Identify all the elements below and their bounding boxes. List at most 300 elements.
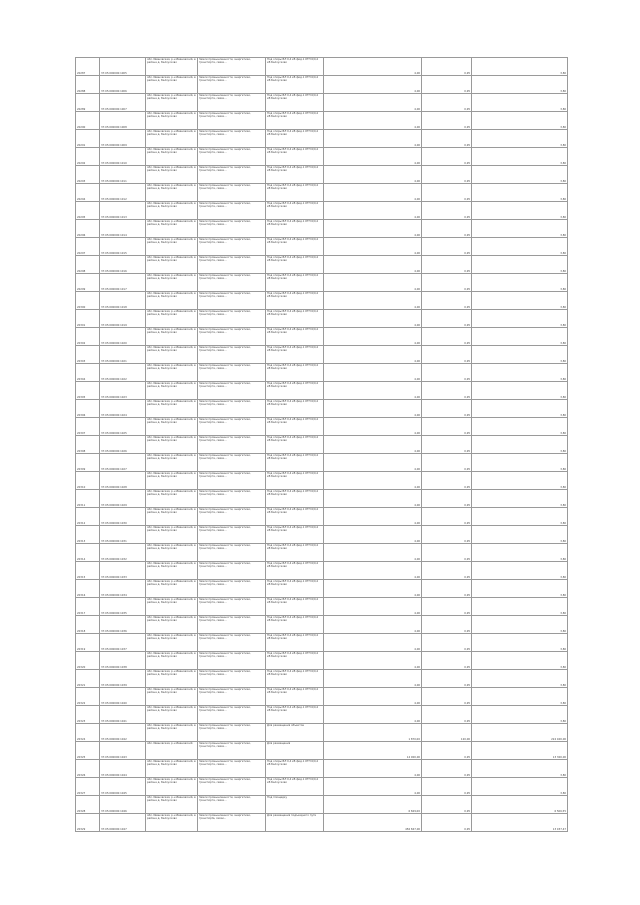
price-cell: 0,95 [422, 598, 472, 616]
area-cell: 4,00 [324, 562, 422, 580]
category-cell: Земли промышленности, энергетики, транспорта, связи... [198, 724, 266, 742]
price-cell: 0,95 [422, 364, 472, 382]
category-cell: Земли промышленности, энергетики, транспорта, связи... [198, 706, 266, 724]
cadastral-number: 37:05:000000:1042 [100, 724, 146, 742]
value-cell: 3,80 [472, 328, 568, 346]
table-row [76, 130, 568, 148]
location-cell: обл. Ивановская, р-н Ивановский, в районе д. Белоусково [146, 724, 198, 742]
use-cell: Под опоры ВЛ 0,4 кВ фид.1 КТП 6/0,4 кВ Белоусково [266, 580, 324, 598]
value-cell: 13 457,47 [472, 814, 568, 832]
row-number: 20300 [76, 292, 100, 310]
category-cell: Земли промышленности, энергетики, транспорта, связи... [198, 202, 266, 220]
area-cell: 4,00 [324, 112, 422, 130]
cadastral-number: 37:05:000000:1006 [100, 76, 146, 94]
table-row [76, 418, 568, 436]
category-cell: Земли промышленности, энергетики, транспорта, связи... [198, 76, 266, 94]
category-cell: Земли промышленности, энергетики, транспорта, связи... [198, 274, 266, 292]
location-cell: обл. Ивановская, р-н Ивановский, в районе д. Белоусково [146, 544, 198, 562]
category-cell: Земли промышленности, энергетики, транспорта, связи... [198, 256, 266, 274]
price-cell: 120,00 [422, 724, 472, 742]
table-row [76, 706, 568, 724]
category-cell: Земли промышленности, энергетики, транспорта, связи... [198, 760, 266, 778]
location-cell: обл. Ивановская, р-н Ивановский, в районе д. Белоусково [146, 598, 198, 616]
price-cell: 0,95 [422, 436, 472, 454]
value-cell: 3,80 [472, 364, 568, 382]
area-cell: 4,00 [324, 292, 422, 310]
price-cell: 0,95 [422, 166, 472, 184]
cadastral-number: 37:05:000000:1022 [100, 364, 146, 382]
cadastral-number: 37:05:000000:1009 [100, 130, 146, 148]
area-cell: 4,00 [324, 364, 422, 382]
category-cell: Земли промышленности, энергетики, транспорта, связи... [198, 112, 266, 130]
row-number: 20295 [76, 202, 100, 220]
table-row [76, 220, 568, 238]
area-cell: 4,00 [324, 454, 422, 472]
category-cell: Земли промышленности, энергетики, транспорта, связи... [198, 382, 266, 400]
table-row [76, 202, 568, 220]
table-row [76, 58, 568, 76]
price-cell: 0,95 [422, 652, 472, 670]
cadastral-number: 37:05:000000:1038 [100, 652, 146, 670]
location-cell: обл. Ивановская, р-н Ивановский, в районе д. Белоусково [146, 382, 198, 400]
cadastral-number: 37:05:000000:1047 [100, 814, 146, 832]
register-table [75, 57, 567, 832]
cadastral-number: 37:05:000000:1007 [100, 94, 146, 112]
use-cell: Под опоры ВЛ 0,4 кВ фид.1 КТП 6/0,4 кВ Белоусково [266, 130, 324, 148]
cadastral-number: 37:05:000000:1039 [100, 670, 146, 688]
cadastral-number: 37:05:000000:1024 [100, 400, 146, 418]
table-row [76, 580, 568, 598]
price-cell: 0,95 [422, 634, 472, 652]
price-cell: 0,95 [422, 130, 472, 148]
price-cell: 0,95 [422, 328, 472, 346]
row-number: 20302 [76, 328, 100, 346]
use-cell: Под опоры ВЛ 0,4 кВ фид.1 КТП 6/0,4 кВ Белоусково [266, 58, 324, 76]
location-cell: обл. Ивановская, р-н Ивановский [146, 742, 198, 760]
cadastral-number: 37:05:000000:1028 [100, 472, 146, 490]
row-number: 20289 [76, 94, 100, 112]
location-cell: обл. Ивановская, р-н Ивановский, в районе д. Белоусково [146, 670, 198, 688]
value-cell: 3,80 [472, 418, 568, 436]
area-cell: 4,00 [324, 94, 422, 112]
area-cell: 4,00 [324, 238, 422, 256]
table-row [76, 778, 568, 796]
row-number: 20323 [76, 706, 100, 724]
row-number: 20287 [76, 58, 100, 76]
location-cell: обл. Ивановская, р-н Ивановский, в районе д. Белоусково [146, 274, 198, 292]
location-cell: обл. Ивановская, р-н Ивановский, в районе д. Белоусково [146, 202, 198, 220]
row-number: 20328 [76, 796, 100, 814]
location-cell: обл. Ивановская, р-н Ивановский, в районе д. Белоусково [146, 796, 198, 814]
table-row [76, 346, 568, 364]
use-cell: Под опоры ВЛ 0,4 кВ фид.1 КТП 6/0,4 кВ Белоусково [266, 472, 324, 490]
price-cell: 0,95 [422, 742, 472, 760]
area-cell: 4,00 [324, 580, 422, 598]
category-cell: Земли промышленности, энергетики, транспорта, связи... [198, 508, 266, 526]
category-cell: Земли промышленности, энергетики, транспорта, связи... [198, 130, 266, 148]
location-cell: обл. Ивановская, р-н Ивановский, в районе д. Белоусково [146, 562, 198, 580]
area-cell: 4,00 [324, 760, 422, 778]
location-cell: обл. Ивановская, р-н Ивановский, в районе д. Белоусково [146, 418, 198, 436]
location-cell: обл. Ивановская, р-н Ивановский, в районе д. Белоусково [146, 220, 198, 238]
row-number: 20329 [76, 814, 100, 832]
table-row [76, 274, 568, 292]
row-number: 20297 [76, 238, 100, 256]
table-row [76, 436, 568, 454]
location-cell: обл. Ивановская, р-н Ивановский, в районе д. Белоусково [146, 688, 198, 706]
price-cell: 0,95 [422, 400, 472, 418]
location-cell: обл. Ивановская, р-н Ивановский, в районе д. Белоусково [146, 634, 198, 652]
use-cell: Под опоры ВЛ 0,4 кВ фид.1 КТП 6/0,4 кВ Белоусково [266, 184, 324, 202]
area-cell: 4,00 [324, 202, 422, 220]
row-number: 20311 [76, 490, 100, 508]
use-cell: Под опоры ВЛ 0,4 кВ фид.1 КТП 6/0,4 кВ Белоусково [266, 418, 324, 436]
row-number: 20298 [76, 256, 100, 274]
cadastral-number: 37:05:000000:1041 [100, 706, 146, 724]
row-number: 20314 [76, 544, 100, 562]
cadastral-number: 37:05:000000:1023 [100, 382, 146, 400]
location-cell: обл. Ивановская, р-н Ивановский, в районе д. Белоусково [146, 166, 198, 184]
value-cell: 3,80 [472, 112, 568, 130]
cadastral-number: 37:05:000000:1032 [100, 544, 146, 562]
area-cell: 456 847,00 [324, 814, 422, 832]
table-row [76, 814, 568, 832]
area-cell: 4,00 [324, 436, 422, 454]
use-cell: Под опоры ВЛ 0,4 кВ фид.1 КТП 6/0,4 кВ Белоусково [266, 256, 324, 274]
row-number: 20291 [76, 130, 100, 148]
use-cell: Под опоры ВЛ 0,4 кВ фид.1 КТП 6/0,4 кВ Белоусково [266, 778, 324, 796]
price-cell: 0,95 [422, 526, 472, 544]
area-cell: 4,00 [324, 76, 422, 94]
area-cell: 4,00 [324, 544, 422, 562]
cadastral-number: 37:05:000000:1008 [100, 112, 146, 130]
category-cell: Земли промышленности, энергетики, транспорта, связи... [198, 472, 266, 490]
location-cell: обл. Ивановская, р-н Ивановский, в районе д. Белоусково [146, 706, 198, 724]
price-cell: 0,95 [422, 76, 472, 94]
use-cell: Под опоры ВЛ 0,4 кВ фид.1 КТП 6/0,4 кВ Белоусково [266, 220, 324, 238]
row-number: 20294 [76, 184, 100, 202]
category-cell: Земли промышленности, энергетики, транспорта, связи... [198, 526, 266, 544]
cadastral-number: 37:05:000000:1027 [100, 454, 146, 472]
use-cell: Под опоры ВЛ 0,4 кВ фид.1 КТП 6/0,4 кВ Белоусково [266, 94, 324, 112]
area-cell: 4,00 [324, 220, 422, 238]
cadastral-number: 37:05:000000:1029 [100, 490, 146, 508]
table-row [76, 760, 568, 778]
area-cell: 4,00 [324, 148, 422, 166]
use-cell: Под опоры ВЛ 0,4 кВ фид.1 КТП 6/0,4 кВ Белоусково [266, 310, 324, 328]
price-cell: 0,95 [422, 112, 472, 130]
cadastral-number: 37:05:000000:1044 [100, 760, 146, 778]
use-cell: Под опоры ВЛ 0,4 кВ фид.1 КТП 6/0,4 кВ Белоусково [266, 634, 324, 652]
use-cell: Под опоры ВЛ 0,4 кВ фид.1 КТП 6/0,4 кВ Белоусково [266, 364, 324, 382]
cadastral-number: 37:05:000000:1033 [100, 562, 146, 580]
location-cell: обл. Ивановская, р-н Ивановский, в районе д. Белоусково [146, 364, 198, 382]
value-cell: 3,80 [472, 256, 568, 274]
row-number: 20299 [76, 274, 100, 292]
cadastral-number: 37:05:000000:1043 [100, 742, 146, 760]
table-row [76, 544, 568, 562]
use-cell: Под опоры ВЛ 0,4 кВ фид.1 КТП 6/0,4 кВ Белоусково [266, 508, 324, 526]
use-cell: Под опоры ВЛ 0,4 кВ фид.1 КТП 6/0,4 кВ Белоусково [266, 652, 324, 670]
table-row [76, 328, 568, 346]
location-cell: обл. Ивановская, р-н Ивановский, в районе д. Белоусково [146, 508, 198, 526]
category-cell: Земли промышленности, энергетики, транспорта, связи... [198, 454, 266, 472]
table-row [76, 634, 568, 652]
value-cell: 3,80 [472, 580, 568, 598]
price-cell: 0,95 [422, 688, 472, 706]
value-cell: 3,80 [472, 310, 568, 328]
category-cell: Земли промышленности, энергетики, транспорта, связи... [198, 796, 266, 814]
location-cell: обл. Ивановская, р-н Ивановский, в районе д. Белоусково [146, 778, 198, 796]
price-cell: 0,95 [422, 292, 472, 310]
price-cell: 0,95 [422, 796, 472, 814]
category-cell: Земли промышленности, энергетики, транспорта, связи... [198, 328, 266, 346]
price-cell: 0,95 [422, 616, 472, 634]
use-cell: Под опоры ВЛ 0,4 кВ фид.1 КТП 6/0,4 кВ Белоусково [266, 202, 324, 220]
price-cell: 0,95 [422, 184, 472, 202]
cadastral-number: 37:05:000000:1035 [100, 598, 146, 616]
cadastral-number: 37:05:000000:1010 [100, 148, 146, 166]
cadastral-number: 37:05:000000:1040 [100, 688, 146, 706]
category-cell: Земли промышленности, энергетики, транспорta, связи... [198, 814, 266, 832]
row-number: 20325 [76, 742, 100, 760]
area-cell: 4,00 [324, 508, 422, 526]
value-cell: 3,80 [472, 634, 568, 652]
value-cell: 224 400,00 [472, 724, 568, 742]
table-row [76, 670, 568, 688]
category-cell: Земли промышленности, энергетики, транспорта, связи... [198, 598, 266, 616]
value-cell: 3,80 [472, 166, 568, 184]
table-row [76, 382, 568, 400]
value-cell: 6 506,55 [472, 796, 568, 814]
price-cell: 0,95 [422, 148, 472, 166]
price-cell: 0,95 [422, 490, 472, 508]
location-cell: обл. Ивановская, р-н Ивановский, в районе д. Белоусково [146, 652, 198, 670]
location-cell: обл. Ивановская, р-н Ивановский, в районе д. Белоусково [146, 148, 198, 166]
category-cell: Земли промышленности, энергетики, транспорта, связи... [198, 364, 266, 382]
location-cell: обл. Ивановская, р-н Ивановский, в районе д. Белоусково [146, 616, 198, 634]
area-cell: 14 000,00 [324, 742, 422, 760]
area-cell: 4,00 [324, 346, 422, 364]
value-cell: 3,80 [472, 94, 568, 112]
location-cell: обл. Ивановская, р-н Ивановский, в районе д. Белоусково [146, 814, 198, 832]
table-row [76, 526, 568, 544]
use-cell: Под опоры ВЛ 0,4 кВ фид.1 КТП 6/0,4 кВ Белоусково [266, 544, 324, 562]
use-cell: Под опоры ВЛ 0,4 кВ фид.1 КТП 6/0,4 кВ Белоусково [266, 490, 324, 508]
table-row [76, 796, 568, 814]
use-cell: Под опоры ВЛ 0,4 кВ фид.1 КТП 6/0,4 кВ Белоусково [266, 706, 324, 724]
table-row [76, 112, 568, 130]
price-cell: 0,95 [422, 418, 472, 436]
area-cell: 4,00 [324, 688, 422, 706]
cadastral-number: 37:05:000000:1026 [100, 436, 146, 454]
location-cell: обл. Ивановская, р-н Ивановский, в районе д. Белоусково [146, 256, 198, 274]
use-cell: Под опоры ВЛ 0,4 кВ фид.1 КТП 6/0,4 кВ Белоусково [266, 148, 324, 166]
value-cell: 3,80 [472, 274, 568, 292]
location-cell: обл. Ивановская, р-н Ивановский, в районе д. Белоусково [146, 454, 198, 472]
value-cell: 3,80 [472, 184, 568, 202]
cadastral-number: 37:05:000000:1020 [100, 328, 146, 346]
use-cell: Под опоры ВЛ 0,4 кВ фид.1 КТП 6/0,4 кВ Белоусково [266, 274, 324, 292]
cadastral-number: 37:05:000000:1012 [100, 184, 146, 202]
use-cell: Под опоры ВЛ 0,4 кВ фид.1 КТП 6/0,4 кВ Белоусково [266, 346, 324, 364]
price-cell: 0,95 [422, 58, 472, 76]
table-row [76, 148, 568, 166]
table-row [76, 94, 568, 112]
area-cell: 4,00 [324, 184, 422, 202]
category-cell: Земли промышленности, энергетики, транспорта, связи... [198, 616, 266, 634]
use-cell: Под опоры ВЛ 0,4 кВ фид.1 КТП 6/0,4 кВ Белоусково [266, 382, 324, 400]
use-cell: Под опоры ВЛ 0,4 кВ фид.1 КТП 6/0,4 кВ Белоусково [266, 454, 324, 472]
row-number: 20316 [76, 580, 100, 598]
location-cell: обл. Ивановская, р-н Ивановский, в районе д. Белоусково [146, 112, 198, 130]
use-cell: Под опоры ВЛ 0,4 кВ фид.1 КТП 6/0,4 кВ Белоусково [266, 112, 324, 130]
cadastral-number: 37:05:000000:1016 [100, 256, 146, 274]
category-cell: Земли промышленности, энергетики, транспорта, связи... [198, 238, 266, 256]
area-cell: 4,00 [324, 58, 422, 76]
table-row [76, 238, 568, 256]
value-cell: 3,80 [472, 400, 568, 418]
value-cell: 3,80 [472, 526, 568, 544]
row-number: 20322 [76, 688, 100, 706]
area-cell: 4,00 [324, 418, 422, 436]
value-cell: 3,80 [472, 706, 568, 724]
area-cell: 6 849,00 [324, 796, 422, 814]
row-number: 20319 [76, 634, 100, 652]
area-cell: 4,00 [324, 706, 422, 724]
price-cell: 0,95 [422, 274, 472, 292]
price-cell: 0,95 [422, 580, 472, 598]
value-cell: 3,80 [472, 544, 568, 562]
category-cell: Земли промышленности, энергетики, транспорта, связи... [198, 436, 266, 454]
table-row [76, 742, 568, 760]
value-cell: 3,80 [472, 454, 568, 472]
area-cell: 4,00 [324, 328, 422, 346]
value-cell: 3,80 [472, 670, 568, 688]
row-number: 20309 [76, 454, 100, 472]
price-cell: 0,95 [422, 346, 472, 364]
area-cell: 4,00 [324, 130, 422, 148]
location-cell: обл. Ивановская, р-н Ивановский, в районе д. Белоусково [146, 184, 198, 202]
category-cell: Земли промышленности, энергетики, транспорта, связи... [198, 634, 266, 652]
area-cell: 4,00 [324, 166, 422, 184]
category-cell: Земли промышленности, энергетики, транспорта, связи... [198, 346, 266, 364]
category-cell: Земли промышленности, энергетики, транспорта, связи... [198, 94, 266, 112]
value-cell: 3,80 [472, 490, 568, 508]
area-cell: 4,00 [324, 472, 422, 490]
location-cell: обл. Ивановская, р-н Ивановский, в районе д. Белоусково [146, 472, 198, 490]
use-cell: Под опоры ВЛ 0,4 кВ фид.1 КТП 6/0,4 кВ Белоусково [266, 526, 324, 544]
location-cell: обл. Ивановская, р-н Ивановский, в районе д. Белоусково [146, 328, 198, 346]
value-cell: 3,80 [472, 58, 568, 76]
row-number: 20313 [76, 526, 100, 544]
table-row [76, 256, 568, 274]
cadastral-number: 37:05:000000:1045 [100, 778, 146, 796]
table-row [76, 724, 568, 742]
location-cell: обл. Ивановская, р-н Ивановский, в районе д. Белоусково [146, 436, 198, 454]
cadastral-number: 37:05:000000:1034 [100, 580, 146, 598]
location-cell: обл. Ивановская, р-н Ивановский, в районе д. Белоусково [146, 490, 198, 508]
cadastral-number: 37:05:000000:1030 [100, 508, 146, 526]
row-number: 20312 [76, 508, 100, 526]
use-cell: Под опоры ВЛ 0,4 кВ фид.1 КТП 6/0,4 кВ Белоусково [266, 166, 324, 184]
table-row [76, 562, 568, 580]
table-row [76, 508, 568, 526]
location-cell: обл. Ивановская, р-н Ивановский, в районе д. Белоусково [146, 400, 198, 418]
cadastral-number: 37:05:000000:1011 [100, 166, 146, 184]
row-number: 20317 [76, 598, 100, 616]
use-cell: Под опоры ВЛ 0,4 кВ фид.1 КТП 6/0,4 кВ Белоусково [266, 400, 324, 418]
category-cell: Земли промышленности, энергетики, транспорта, связи... [198, 742, 266, 760]
table-row [76, 454, 568, 472]
category-cell: Земли промышленности, энергетики, транспорта, связи... [198, 670, 266, 688]
area-cell: 1 870,00 [324, 724, 422, 742]
row-number: 20303 [76, 346, 100, 364]
category-cell: Земли промышленности, энергетики, транспорта, связи... [198, 580, 266, 598]
value-cell: 3,80 [472, 220, 568, 238]
location-cell: обл. Ивановская, р-н Ивановский, в районе д. Белоусково [146, 760, 198, 778]
value-cell: 3,80 [472, 382, 568, 400]
location-cell: обл. Ивановская, р-н Ивановский, в районе д. Белоусково [146, 346, 198, 364]
use-cell: Под опоры ВЛ 0,4 кВ фид.1 КТП 6/0,4 кВ Белоусково [266, 562, 324, 580]
use-cell: Под опоры ВЛ 0,4 кВ фид.1 КТП 6/0,4 кВ Белоусково [266, 76, 324, 94]
price-cell: 0,95 [422, 778, 472, 796]
table-row [76, 490, 568, 508]
table-row [76, 292, 568, 310]
category-cell: Земли промышленности, энергетики, транспорта, связи... [198, 166, 266, 184]
location-cell: обл. Ивановская, р-н Ивановский, в районе д. Белоусково [146, 238, 198, 256]
location-cell: обл. Ивановская, р-н Ивановский, в районе д. Белоусково [146, 58, 198, 76]
area-cell: 4,00 [324, 400, 422, 418]
table-row [76, 598, 568, 616]
area-cell: 4,00 [324, 490, 422, 508]
row-number: 20308 [76, 436, 100, 454]
price-cell: 0,95 [422, 310, 472, 328]
value-cell: 3,80 [472, 436, 568, 454]
category-cell: Земли промышленности, энергетики, транспорта, связи... [198, 418, 266, 436]
location-cell: обл. Ивановская, р-н Ивановский, в районе д. Белоусково [146, 580, 198, 598]
category-cell: Земли промышленности, энергетики, транспорта, связи... [198, 688, 266, 706]
value-cell: 3,80 [472, 238, 568, 256]
row-number: 20296 [76, 220, 100, 238]
area-cell: 4,00 [324, 670, 422, 688]
category-cell: Земли промышленности, энергетики, транспорта, связи... [198, 310, 266, 328]
table-row [76, 310, 568, 328]
value-cell: 3,80 [472, 562, 568, 580]
use-cell: Для размещения подъездного пути [266, 814, 324, 832]
row-number: 20301 [76, 310, 100, 328]
value-cell: 13 300,00 [472, 742, 568, 760]
value-cell: 3,80 [472, 130, 568, 148]
cadastral-number: 37:05:000000:1021 [100, 346, 146, 364]
cadastral-number: 37:05:000000:1014 [100, 220, 146, 238]
area-cell: 4,00 [324, 526, 422, 544]
category-cell: Земли промышленности, энергетики, транспорта, связи... [198, 292, 266, 310]
price-cell: 0,95 [422, 670, 472, 688]
category-cell: Земли промышленности, энергетики, транспорта, связи... [198, 58, 266, 76]
value-cell: 3,80 [472, 778, 568, 796]
price-cell: 0,95 [422, 256, 472, 274]
price-cell: 0,95 [422, 760, 472, 778]
use-cell: Под опоры ВЛ 0,4 кВ фид.1 КТП 6/0,4 кВ Белоусково [266, 328, 324, 346]
area-cell: 4,00 [324, 598, 422, 616]
use-cell: Для размещения объектов [266, 724, 324, 742]
cadastral-number: 37:05:000000:1046 [100, 796, 146, 814]
row-number: 20305 [76, 382, 100, 400]
price-cell: 0,95 [422, 382, 472, 400]
cadastral-number: 37:05:000000:1037 [100, 634, 146, 652]
category-cell: Земли промышленности, энергетики, транспорта, связи... [198, 544, 266, 562]
